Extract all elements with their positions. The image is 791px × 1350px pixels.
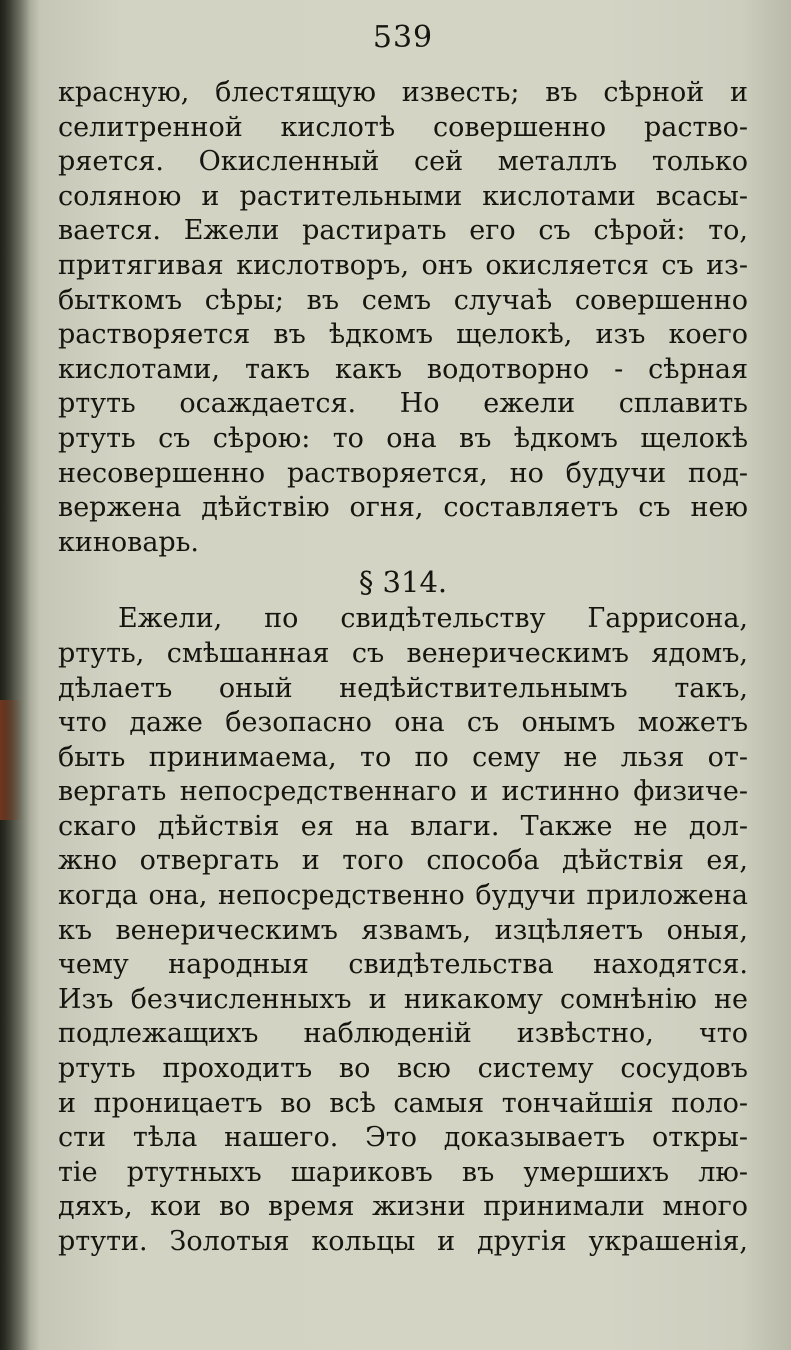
text-line: дяхъ, кои во время жизни принимали много (58, 1191, 748, 1223)
text-line: несовершенно растворяется, но будучи под- (58, 457, 748, 489)
text-line: быткомъ сѣры; въ семъ случаѣ совершенно (58, 284, 748, 316)
text-line: соляною и растительными кислотами всасы- (58, 180, 748, 212)
text-line: подлежащихъ наблюденій извѣстно, что (58, 1018, 748, 1050)
text-line: къ венерическимъ язвамъ, изцѣляетъ оныя, (58, 914, 748, 946)
text-line: что даже безопасно она съ онымъ можетъ (58, 707, 748, 739)
text-line: быть принимаема, то по сему не льзя от- (58, 741, 748, 773)
page-content (58, 18, 748, 1260)
text-line: ртути. Золотыя кольцы и другія украшенія, (58, 1226, 748, 1257)
text-line: ртуть осаждается. Но ежели сплавить (58, 388, 748, 420)
paragraph-continued (58, 76, 748, 560)
text-line: вержена дѣйствію огня, составляетъ съ нею (58, 492, 748, 524)
text-line: когда она, непосредственно будучи приложена (58, 880, 748, 912)
text-line: притягивая кислотворъ, онъ окисляется съ из- (58, 249, 748, 281)
text-line: ртуть, смѣшанная съ венерическимъ ядомъ, (58, 637, 748, 669)
text-line: Ежели, по свидѣтельству Гаррисона, (118, 603, 748, 635)
text-line: растворяется въ ѣдкомъ щелокѣ, изъ коего (58, 319, 748, 351)
text-line: жно отвергать и того способа дѣйствія ея, (58, 845, 748, 877)
text-line: ртуть съ сѣрою: то она въ ѣдкомъ щелокѣ (58, 422, 748, 454)
paragraph-section-314 (58, 602, 748, 1259)
text-line: и проницаетъ во всѣ самыя тончайшія поло- (58, 1087, 748, 1119)
text-line: тіе ртутныхъ шариковъ въ умершихъ лю- (58, 1156, 748, 1188)
text-line: селитренной кислотѣ совершенно раство- (58, 111, 748, 143)
text-line: чему народныя свидѣтельства находятся. (58, 949, 748, 981)
text-line: Изъ безчисленныхъ и никакому сомнѣнію не (58, 983, 748, 1015)
text-line: вается. Ежели растирать его съ сѣрой: то, (58, 215, 748, 247)
section-heading: § 314. (358, 565, 448, 600)
text-line: киноварь. (58, 526, 199, 558)
edge-stain (0, 700, 22, 820)
page-number: 539 (372, 20, 434, 55)
text-line: сти тѣла нашего. Это доказываетъ откры- (58, 1122, 748, 1154)
text-line: ряется. Окисленный сей металлъ только (58, 146, 748, 178)
text-line: вергать непосредственнаго и истинно физиче- (58, 776, 748, 808)
text-line: кислотами, такъ какъ водотворно - сѣрная (58, 353, 748, 385)
spine-shadow (0, 0, 30, 1350)
text-line: красную, блестящую известь; въ сѣрной и (58, 77, 748, 108)
text-line: ртуть проходитъ во всю систему сосудовъ (58, 1053, 748, 1085)
text-line: скаго дѣйствія ея на влаги. Также не дол- (58, 810, 748, 842)
text-line: дѣлаетъ оный недѣйствительнымъ такъ, (58, 672, 748, 704)
